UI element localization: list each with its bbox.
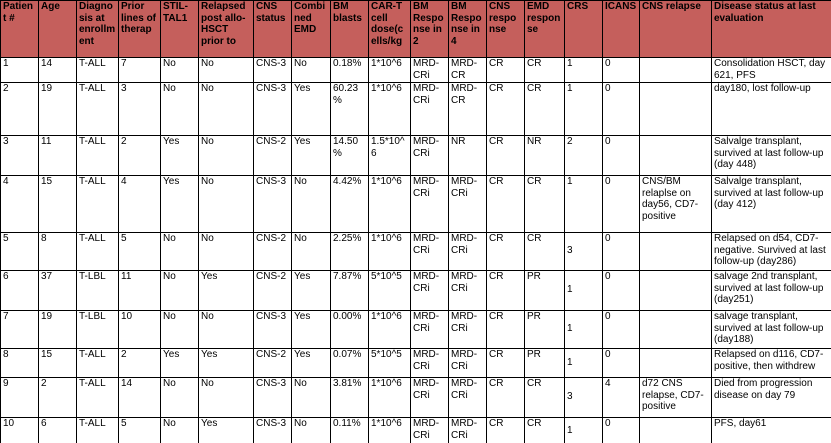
table-cell: No	[199, 378, 254, 418]
table-cell: PFS, day61	[712, 418, 831, 443]
table-cell: day180, lost follow-up	[712, 83, 831, 136]
table-row	[1, 271, 831, 311]
table-cell: MRD-CRi	[411, 233, 449, 271]
table-cell: Yes	[292, 271, 331, 311]
table-row	[1, 418, 831, 443]
table-cell: d72 CNS relapse, CD7-positive	[640, 378, 712, 418]
table-cell: 2.25%	[331, 233, 369, 271]
table-cell: 0.07%	[331, 349, 369, 378]
table-cell: salvage transplant, survived at last follow-up (day188)	[712, 311, 831, 349]
table-cell	[640, 58, 712, 83]
table-cell: 15	[39, 349, 77, 378]
table-cell: T-ALL	[77, 233, 119, 271]
table-cell: 3	[1, 136, 39, 176]
table-cell: 6	[39, 418, 77, 443]
table-cell: MRD-CR	[449, 83, 487, 136]
column-header: Disease status at last evaluation	[712, 1, 831, 58]
column-header: BM Response in 4	[449, 1, 487, 58]
table-cell: CR	[525, 58, 565, 83]
table-body	[1, 58, 831, 443]
table-cell: MRD-CRi	[411, 349, 449, 378]
table-cell: Relapsed on d54, CD7-negative. Survived at last follow-up (day286)	[712, 233, 831, 271]
table-cell	[640, 271, 712, 311]
column-header: CNS relapse	[640, 1, 712, 58]
table-cell: CNS-2	[254, 233, 292, 271]
table-cell: No	[199, 311, 254, 349]
table-cell: No	[199, 176, 254, 233]
column-header: Prior lines of therap	[119, 1, 161, 58]
table-cell: CNS-2	[254, 349, 292, 378]
column-header: CNS response	[487, 1, 525, 58]
table-cell	[640, 233, 712, 271]
table-cell: CR	[487, 271, 525, 311]
table-cell: 5	[119, 418, 161, 443]
table-cell: Yes	[292, 349, 331, 378]
table-cell: T-ALL	[77, 378, 119, 418]
table-cell	[640, 311, 712, 349]
table-cell: CR	[525, 83, 565, 136]
table-cell: 0	[603, 176, 640, 233]
table-cell: 5	[119, 233, 161, 271]
table-cell: 1*10^6	[369, 176, 411, 233]
table-cell: PR	[525, 349, 565, 378]
column-header: CRS	[565, 1, 603, 58]
table-cell: 4	[1, 176, 39, 233]
header-row	[1, 1, 831, 58]
table-cell: No	[161, 58, 199, 83]
table-row	[1, 83, 831, 136]
table-cell: 37	[39, 271, 77, 311]
table-cell: 1*10^6	[369, 83, 411, 136]
table-cell: salvage 2nd transplant, survived at last follow-up (day251)	[712, 271, 831, 311]
table-cell: 4.42%	[331, 176, 369, 233]
table-cell: 11	[39, 136, 77, 176]
table-cell: 15	[39, 176, 77, 233]
table-cell: NR	[525, 136, 565, 176]
table-cell: 0	[603, 311, 640, 349]
table-cell: Relapsed on d116, CD7-positive, then withdrew	[712, 349, 831, 378]
table-cell: Yes	[199, 271, 254, 311]
table-row	[1, 378, 831, 418]
table-cell: 5	[1, 233, 39, 271]
table-cell: MRD-CRi	[449, 176, 487, 233]
table-cell: 1*10^6	[369, 233, 411, 271]
table-cell: 1*10^6	[369, 58, 411, 83]
table-row	[1, 58, 831, 83]
table-cell: Yes	[161, 176, 199, 233]
table-cell: Consolidation HSCT, day 621, PFS	[712, 58, 831, 83]
table-cell: CR	[487, 311, 525, 349]
table-row	[1, 233, 831, 271]
table-cell: No	[292, 418, 331, 443]
table-cell: MRD-CRi	[411, 58, 449, 83]
table-cell: Yes	[161, 136, 199, 176]
table-cell: CR	[525, 418, 565, 443]
table-cell: 60.23%	[331, 83, 369, 136]
table-cell: MRD-CRi	[449, 378, 487, 418]
table-cell: MRD-CRi	[449, 349, 487, 378]
column-header: Age	[39, 1, 77, 58]
table-cell: T-ALL	[77, 136, 119, 176]
table-cell: 5*10^5	[369, 349, 411, 378]
table-cell: 5*10^5	[369, 271, 411, 311]
table-cell: MRD-CR	[449, 58, 487, 83]
table-cell: NR	[449, 136, 487, 176]
table-cell: Salvalge transplant, survived at last follow-up (day 448)	[712, 136, 831, 176]
table-cell: 1*10^6	[369, 378, 411, 418]
table-cell: CR	[525, 233, 565, 271]
table-cell: MRD-CRi	[449, 311, 487, 349]
column-header: BM Response in 2	[411, 1, 449, 58]
column-header: CAR-T cell dose(cells/kg	[369, 1, 411, 58]
table-row	[1, 176, 831, 233]
table-cell: 1	[565, 349, 603, 378]
table-cell: No	[199, 233, 254, 271]
column-header: CNS status	[254, 1, 292, 58]
table-cell: 4	[603, 378, 640, 418]
table-cell: 1	[565, 58, 603, 83]
table-cell: 0.11%	[331, 418, 369, 443]
table-cell	[640, 83, 712, 136]
table-cell: 0.18%	[331, 58, 369, 83]
table-cell: No	[199, 136, 254, 176]
table-cell: PR	[525, 271, 565, 311]
table-cell: CNS-2	[254, 136, 292, 176]
table-cell: 0	[603, 349, 640, 378]
table-cell: CR	[487, 349, 525, 378]
table-cell: MRD-CRi	[411, 418, 449, 443]
table-cell: CNS-3	[254, 83, 292, 136]
table-cell: 3	[565, 233, 603, 271]
table-cell: MRD-CRi	[411, 176, 449, 233]
table-cell: 0	[603, 136, 640, 176]
table-cell: MRD-CRi	[411, 271, 449, 311]
table-cell: No	[199, 58, 254, 83]
table-cell: CR	[487, 233, 525, 271]
table-cell: 10	[119, 311, 161, 349]
table-cell: 1	[565, 311, 603, 349]
table-cell: Yes	[199, 418, 254, 443]
table-cell: 3.81%	[331, 378, 369, 418]
table-cell: 6	[1, 271, 39, 311]
column-header: Patient #	[1, 1, 39, 58]
table-cell: CR	[487, 378, 525, 418]
table-cell: No	[199, 83, 254, 136]
table-cell: CNS-3	[254, 176, 292, 233]
table-cell: MRD-CRi	[449, 418, 487, 443]
table-cell	[640, 349, 712, 378]
table-cell: 19	[39, 83, 77, 136]
table-cell: MRD-CRi	[411, 378, 449, 418]
table-cell: No	[292, 233, 331, 271]
table-cell: CR	[487, 83, 525, 136]
column-header: EMD response	[525, 1, 565, 58]
table-cell: Yes	[292, 311, 331, 349]
table-cell: 0.00%	[331, 311, 369, 349]
table-cell: Yes	[161, 349, 199, 378]
table-cell: 1.5*10^6	[369, 136, 411, 176]
table-cell: CNS-2	[254, 271, 292, 311]
column-header: STIL-TAL1	[161, 1, 199, 58]
table-cell: MRD-CRi	[449, 233, 487, 271]
table-cell: T-ALL	[77, 58, 119, 83]
table-cell: CNS-3	[254, 418, 292, 443]
table-cell: 2	[119, 136, 161, 176]
table-cell: No	[292, 58, 331, 83]
table-cell: 1	[565, 83, 603, 136]
table-cell: 3	[119, 83, 161, 136]
table-cell: T-ALL	[77, 349, 119, 378]
table-cell: 19	[39, 311, 77, 349]
table-cell: 11	[119, 271, 161, 311]
table-cell: PR	[525, 311, 565, 349]
table-cell: 1*10^6	[369, 418, 411, 443]
table-cell: Yes	[292, 136, 331, 176]
table-cell: No	[292, 378, 331, 418]
table-cell: CR	[487, 418, 525, 443]
table-cell: CR	[525, 378, 565, 418]
table-cell: CNS-3	[254, 311, 292, 349]
table-cell: 8	[1, 349, 39, 378]
column-header: Relapsed post allo-HSCT prior to	[199, 1, 254, 58]
table-cell: 1	[565, 176, 603, 233]
table-cell: 9	[1, 378, 39, 418]
table-cell: MRD-CRi	[411, 311, 449, 349]
table-cell: 2	[1, 83, 39, 136]
table-cell: 1*10^6	[369, 311, 411, 349]
column-header: ICANS	[603, 1, 640, 58]
table-cell: T-LBL	[77, 271, 119, 311]
table-row	[1, 349, 831, 378]
table-cell: 4	[119, 176, 161, 233]
table-cell: No	[161, 83, 199, 136]
table-cell: Yes	[292, 83, 331, 136]
column-header: Diagnosis at enrollment	[77, 1, 119, 58]
table-cell: No	[161, 311, 199, 349]
table-cell: T-ALL	[77, 176, 119, 233]
table-cell: 7	[1, 311, 39, 349]
table-cell: No	[292, 176, 331, 233]
table-cell: 3	[565, 378, 603, 418]
table-cell: No	[161, 378, 199, 418]
table-header	[1, 1, 831, 58]
table-cell: 14	[119, 378, 161, 418]
table-cell: T-ALL	[77, 418, 119, 443]
table-cell: CR	[525, 176, 565, 233]
table-cell: MRD-CRi	[449, 271, 487, 311]
table-cell: 7	[119, 58, 161, 83]
table-cell: 2	[39, 378, 77, 418]
table-row	[1, 136, 831, 176]
table-cell: CR	[487, 136, 525, 176]
table-cell: 7.87%	[331, 271, 369, 311]
table-cell: CNS-3	[254, 58, 292, 83]
table-cell: 0	[603, 233, 640, 271]
table-cell: CNS/BM relaplse on day56, CD7-positive	[640, 176, 712, 233]
table-cell: 14.50%	[331, 136, 369, 176]
table-cell: 0	[603, 58, 640, 83]
table-cell: Salvalge transplant, survived at last follow-up (day 412)	[712, 176, 831, 233]
table-cell: 8	[39, 233, 77, 271]
table-cell: T-LBL	[77, 311, 119, 349]
table-row	[1, 311, 831, 349]
table-cell: MRD-CRi	[411, 136, 449, 176]
table-cell: MRD-CRi	[411, 83, 449, 136]
table-cell: CR	[487, 58, 525, 83]
table-cell	[640, 136, 712, 176]
table-cell: No	[161, 271, 199, 311]
table-cell: T-ALL	[77, 83, 119, 136]
table-cell	[640, 418, 712, 443]
table-cell: CNS-3	[254, 378, 292, 418]
table-cell: 0	[603, 418, 640, 443]
table-cell: Yes	[199, 349, 254, 378]
table-cell: 1	[565, 271, 603, 311]
column-header: Combined EMD	[292, 1, 331, 58]
table-cell: 10	[1, 418, 39, 443]
table-cell: 0	[603, 271, 640, 311]
table-cell: No	[161, 418, 199, 443]
column-header: BM blasts	[331, 1, 369, 58]
table-cell: 14	[39, 58, 77, 83]
table-cell: 2	[119, 349, 161, 378]
table-cell: 1	[1, 58, 39, 83]
table-cell: Died from progression disease on day 79	[712, 378, 831, 418]
table-cell: CR	[487, 176, 525, 233]
table-cell: 1	[565, 418, 603, 443]
table-cell: 0	[603, 83, 640, 136]
table-cell: 2	[565, 136, 603, 176]
table-cell: No	[161, 233, 199, 271]
